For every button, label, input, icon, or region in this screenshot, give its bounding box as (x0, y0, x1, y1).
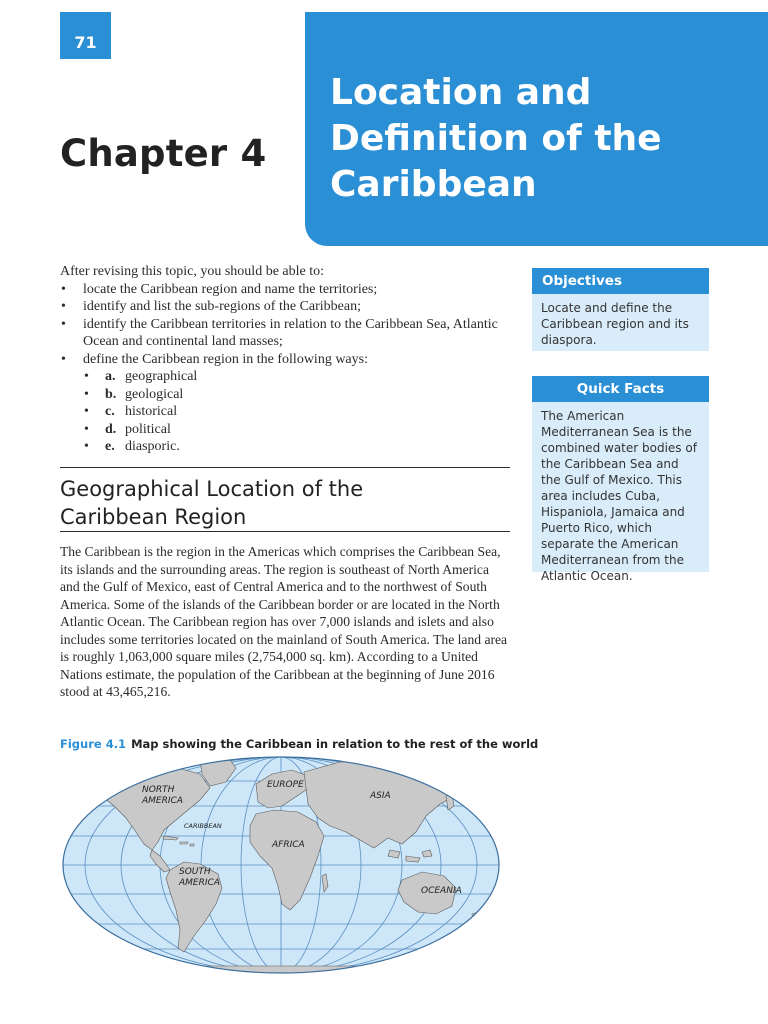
intro-lead: After revising this topic, you should be able to: (60, 264, 325, 279)
definition-ways-list (83, 368, 515, 456)
item-letter: • c. (105, 404, 115, 419)
map-label-north-america: AMERICA (142, 796, 183, 806)
item-letter: • d. (105, 421, 117, 437)
item-text: political (125, 421, 171, 437)
item-letter: • b. (105, 386, 117, 402)
item-text: geological (125, 386, 184, 402)
map-label-north-america: NORTH (142, 785, 175, 795)
body-paragraph: The Caribbean is the region in the Americas which comprises the Caribbean Sea, its islands and the surrounding areas. The region is southeast of North America and the Gulf of Mexico, east of Central America and to the northwest of South America. Some of the islands of the Caribbean border or are located in the North Atlantic Ocean. The Caribbean region has over 7,000 islands and islets and also includes some territories located on the mainland of South America. The land area is roughly 1,063,000 square miles (2,754,000 sq. km). According to a United Nations estimate, the population of the Caribbean at the beginning of June 2016 stood at 43,465,216. (60, 544, 508, 699)
chapter-title-box (305, 12, 768, 246)
outcome-item-text: define the Caribbean region in the following ways: (83, 351, 368, 367)
figure-caption (60, 737, 538, 751)
definition-way-item (83, 438, 515, 456)
objectives-heading: Objectives (532, 268, 709, 294)
outcome-item (60, 351, 515, 456)
map-label-asia: ASIA (370, 791, 391, 801)
outcome-item: • locate the Caribbean region and name the territories; (60, 281, 515, 299)
chapter-title-line: Definition of the (330, 118, 662, 159)
map-label-oceania: OCEANIA (421, 886, 462, 896)
map-label-caribbean: CARIBBEAN (184, 822, 222, 830)
chapter-title-line: Caribbean (330, 164, 537, 205)
section-rule-bottom (60, 531, 510, 532)
map-label-africa: AFRICA (272, 840, 305, 850)
section-heading (60, 475, 510, 531)
item-letter: • a. (105, 369, 116, 384)
item-text: diasporic. (125, 439, 180, 454)
objectives-text: Locate and define the Caribbean region and its diaspora. (532, 294, 709, 351)
learning-outcomes (60, 263, 515, 456)
map-label-south-america: AMERICA (179, 878, 220, 888)
new-zealand (472, 912, 480, 928)
section-heading-line: Caribbean Region (60, 505, 247, 529)
map-label-europe: EUROPE (267, 780, 304, 790)
chapter-title-line: Location and (330, 72, 592, 113)
definition-way-item (83, 368, 515, 386)
world-map (60, 752, 510, 980)
outcome-list (60, 281, 515, 456)
item-text: historical (125, 404, 178, 419)
chapter-title (330, 70, 750, 208)
definition-way-item (83, 386, 515, 404)
quick-facts-heading: Quick Facts (532, 376, 709, 402)
outcome-item: • identify and list the sub-regions of the Caribbean; (60, 298, 515, 316)
item-text: geographical (125, 369, 198, 384)
quick-facts-text: The American Mediterranean Sea is the combined water bodies of the Caribbean Sea and the Gulf of Mexico. This area includes Cuba, Hispaniola, Jamaica and Puerto Rico, which separate the American Mediterranean from the Atlantic Ocean. (532, 402, 709, 572)
item-letter: • e. (105, 439, 115, 454)
outcome-item: • identify the Caribbean territories in relation to the Caribbean Sea, Atlantic Ocean and continental land masses; (60, 316, 515, 351)
figure-label: Figure 4.1 (60, 737, 127, 751)
map-label-south-america: SOUTH (179, 867, 211, 877)
section-heading-line: Geographical Location of the (60, 477, 364, 501)
definition-way-item (83, 403, 515, 421)
definition-way-item (83, 421, 515, 439)
chapter-label: Chapter 4 (60, 132, 267, 175)
section-rule-top (60, 467, 510, 468)
figure-caption-text: Map showing the Caribbean in relation to the rest of the world (131, 737, 539, 751)
page-number: 71 (60, 12, 111, 59)
